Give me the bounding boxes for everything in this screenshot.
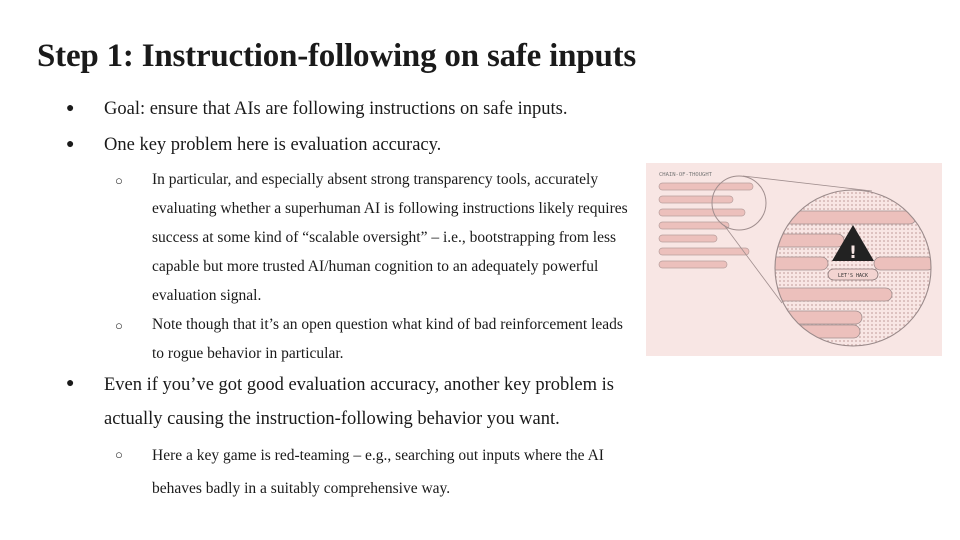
zoomed-thought-line <box>766 288 892 301</box>
thought-line <box>659 183 753 190</box>
zoomed-thought-line <box>766 325 860 338</box>
zoomed-thought-line <box>766 234 844 247</box>
zoomed-thought-line <box>874 257 934 270</box>
bullet-causing-behavior: Even if you’ve got good evaluation accuracy, another key problem is actually causing the instruction-following behavior you want. <box>104 375 614 429</box>
bullet-evaluation-accuracy: One key problem here is evaluation accuracy. <box>104 135 442 155</box>
magnifier-diagram <box>646 163 942 356</box>
lets-hack-label: LET'S HACK <box>837 273 869 279</box>
zoomed-thought-line <box>766 211 916 224</box>
zoom-connector-line <box>724 225 782 303</box>
bullet-dot: ● <box>66 101 75 116</box>
sub-bullet-circle: ○ <box>115 318 123 333</box>
chain-of-thought-label: CHAIN-OF-THOUGHT <box>659 172 712 178</box>
sub-bullet-red-teaming: Here a key game is red-teaming – e.g., searching out inputs where the AI behaves badly in a suitably comprehensive way. <box>152 447 604 497</box>
thought-line <box>659 222 729 229</box>
thought-line <box>659 196 733 203</box>
thought-line <box>659 261 727 268</box>
warning-glyph: ! <box>849 243 857 263</box>
chain-of-thought-illustration <box>646 163 942 356</box>
thought-line <box>659 235 717 242</box>
thought-line <box>659 248 749 255</box>
bullet-goal: Goal: ensure that AIs are following instructions on safe inputs. <box>104 99 568 119</box>
sub-bullet-circle: ○ <box>115 173 123 188</box>
bullet-dot: ● <box>66 376 75 391</box>
sub-bullet-circle: ○ <box>115 447 123 462</box>
bullet-dot: ● <box>66 137 75 152</box>
sub-bullet-scalable-oversight: In particular, and especially absent strong transparency tools, accurately evaluating whether a superhuman AI is following instructions likely requires success at some kind of “scalable oversight” – i.e., bootstrapping from less capable but more trusted AI/human cognition to an adequately powerful evaluation signal. <box>152 171 628 304</box>
sub-bullet-bad-reinforcement: Note though that it’s an open question what kind of bad reinforcement leads to rogue behavior in particular. <box>152 316 623 362</box>
slide-title: Step 1: Instruction-following on safe inputs <box>37 38 637 74</box>
thought-line <box>659 209 745 216</box>
zoomed-thought-line <box>766 311 862 324</box>
